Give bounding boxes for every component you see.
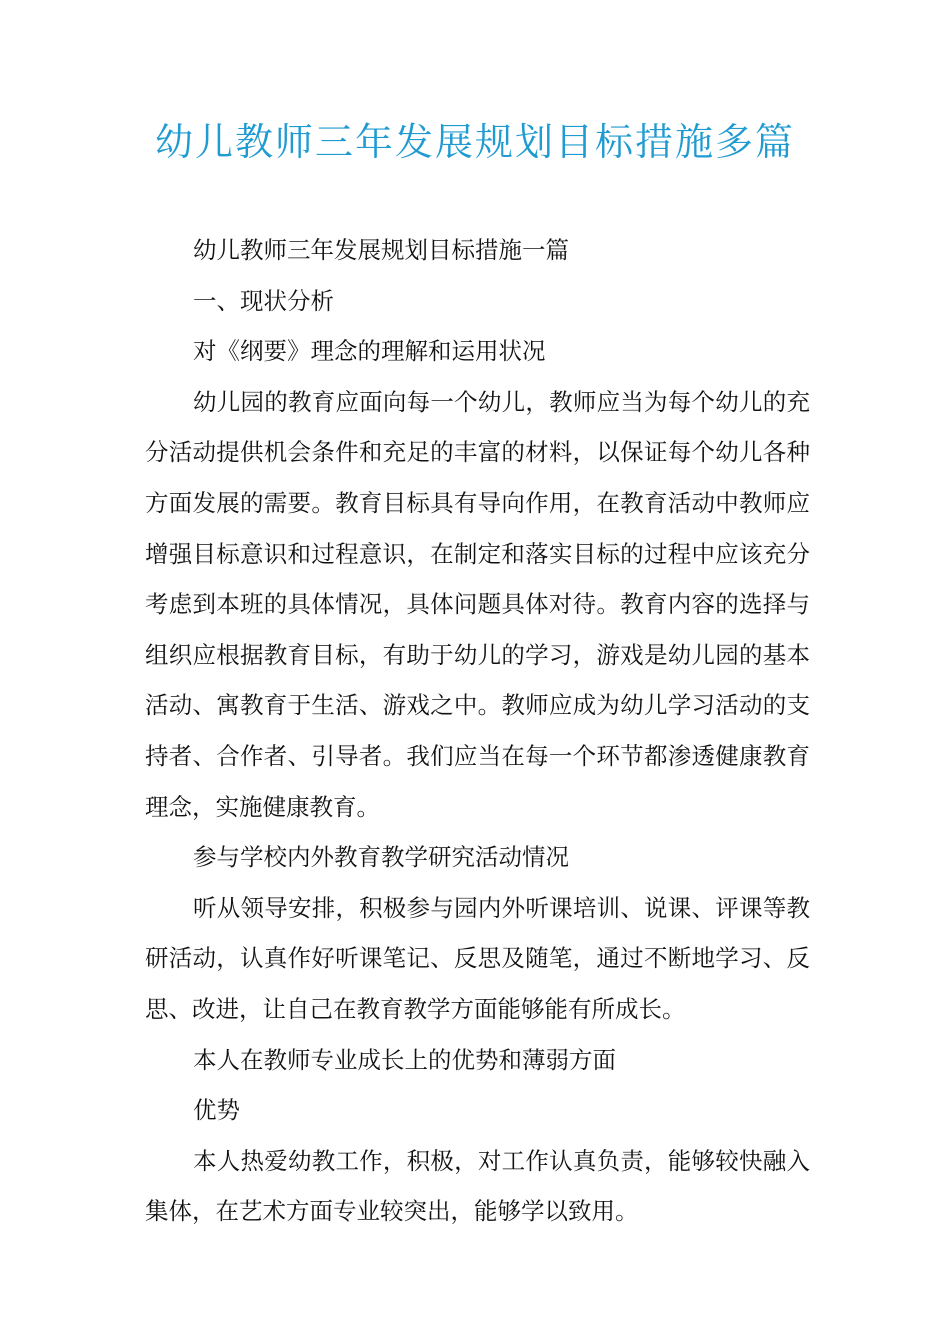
subheading-research-activities: 参与学校内外教育教学研究活动情况 xyxy=(193,843,569,872)
section-heading-part-one: 幼儿教师三年发展规划目标措施一篇 xyxy=(193,236,569,264)
document-body xyxy=(145,225,810,1237)
subheading-strengths: 优势 xyxy=(193,1096,240,1125)
subheading-outline-understanding: 对《纲要》理念的理解和运用状况 xyxy=(193,337,546,366)
paragraph-kindergarten-education: 幼儿园的教育应面向每一个幼儿，教师应当为每个幼儿的充分活动提供机会条件和充足的丰富的材料，以保证每个幼儿各种方面发展的需要。教育目标具有导向作用，在教育活动中教师应增强目标意识和过程意识，在制定和落实目标的过程中应该充分考虑到本班的具体情况，具体问题具体对待。教育内容的选择与组织应根据教育目标，有助于幼儿的学习，游戏是幼儿园的基本活动、寓教育于生活、游戏之中。教师应成为幼儿学习活动的支持者、合作者、引导者。我们应当在每一个环节都渗透健康教育理念，实施健康教育。 xyxy=(145,387,810,821)
section-heading-status-analysis: 一、现状分析 xyxy=(193,286,334,315)
paragraph-research-participation: 听从领导安排，积极参与园内外听课培训、说课、评课等教研活动，认真作好听课笔记、反思及随笔，通过不断地学习、反思、改进，让自己在教育教学方面能够能有所成长。 xyxy=(145,893,810,1023)
subheading-strengths-weaknesses: 本人在教师专业成长上的优势和薄弱方面 xyxy=(193,1045,616,1074)
paragraph-strengths: 本人热爱幼教工作，积极，对工作认真负责，能够较快融入集体，在艺术方面专业较突出，能够学以致用。 xyxy=(145,1146,810,1226)
document-title: 幼儿教师三年发展规划目标措施多篇 xyxy=(154,120,795,164)
